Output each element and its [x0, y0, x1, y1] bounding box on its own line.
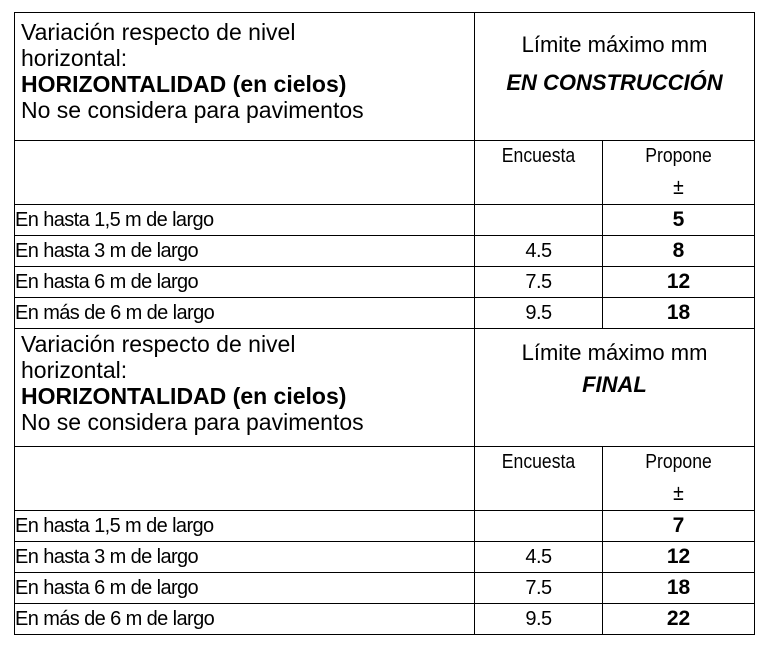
propone-value: 22 — [603, 604, 755, 635]
limit-label: Límite máximo mm — [521, 340, 708, 365]
limit-header — [475, 13, 755, 141]
row-label: En más de 6 m de largo — [15, 298, 475, 329]
encuesta-value: 7.5 — [475, 267, 603, 298]
stage-label: EN CONSTRUCCIÓN — [506, 70, 723, 95]
propone-label: Propone — [645, 145, 712, 167]
encuesta-value: 9.5 — [475, 604, 603, 635]
table-row — [15, 573, 755, 604]
plusminus-symbol: ± — [673, 174, 684, 199]
propone-value: 7 — [603, 511, 755, 542]
encuesta-value: 9.5 — [475, 298, 603, 329]
row-label: En hasta 3 m de largo — [15, 542, 475, 573]
section-description — [15, 329, 475, 447]
limit-header — [475, 329, 755, 447]
header-line: horizontal: — [21, 357, 128, 383]
row-label: En más de 6 m de largo — [15, 604, 475, 635]
section-description — [15, 13, 475, 141]
row-label: En hasta 1,5 m de largo — [15, 511, 475, 542]
propone-value: 18 — [603, 573, 755, 604]
header-line: Variación respecto de nivel — [21, 19, 296, 45]
col-encuesta: Encuesta — [475, 141, 603, 205]
table-row — [15, 267, 755, 298]
propone-value: 8 — [603, 236, 755, 267]
col-propone — [603, 141, 755, 205]
header-note: No se considera para pavimentos — [21, 409, 364, 435]
row-label: En hasta 3 m de largo — [15, 236, 475, 267]
empty-cell — [15, 141, 475, 205]
plusminus-symbol: ± — [673, 480, 684, 505]
tolerance-document — [14, 12, 755, 635]
propone-label: Propone — [645, 451, 712, 473]
table-row — [15, 236, 755, 267]
section-header — [15, 329, 755, 447]
header-title: HORIZONTALIDAD (en cielos) — [21, 383, 347, 409]
col-encuesta: Encuesta — [475, 447, 603, 511]
column-header-row — [15, 141, 755, 205]
encuesta-value: 7.5 — [475, 573, 603, 604]
limit-label: Límite máximo mm — [521, 32, 708, 57]
table-row — [15, 542, 755, 573]
row-label: En hasta 6 m de largo — [15, 267, 475, 298]
propone-value: 18 — [603, 298, 755, 329]
row-label: En hasta 1,5 m de largo — [15, 205, 475, 236]
propone-value: 12 — [603, 542, 755, 573]
table-row — [15, 205, 755, 236]
table-row — [15, 298, 755, 329]
encuesta-value: 4.5 — [475, 236, 603, 267]
propone-value: 12 — [603, 267, 755, 298]
stage-label: FINAL — [582, 372, 647, 397]
col-propone — [603, 447, 755, 511]
encuesta-value: 4.5 — [475, 542, 603, 573]
header-line: horizontal: — [21, 45, 128, 71]
section-header — [15, 13, 755, 141]
table-row — [15, 604, 755, 635]
encuesta-value — [475, 511, 603, 542]
header-title: HORIZONTALIDAD (en cielos) — [21, 71, 347, 97]
tolerance-table — [14, 12, 755, 635]
encuesta-value — [475, 205, 603, 236]
table-row — [15, 511, 755, 542]
header-note: No se considera para pavimentos — [21, 97, 364, 123]
propone-value: 5 — [603, 205, 755, 236]
empty-cell — [15, 447, 475, 511]
row-label: En hasta 6 m de largo — [15, 573, 475, 604]
header-line: Variación respecto de nivel — [21, 331, 296, 357]
column-header-row — [15, 447, 755, 511]
